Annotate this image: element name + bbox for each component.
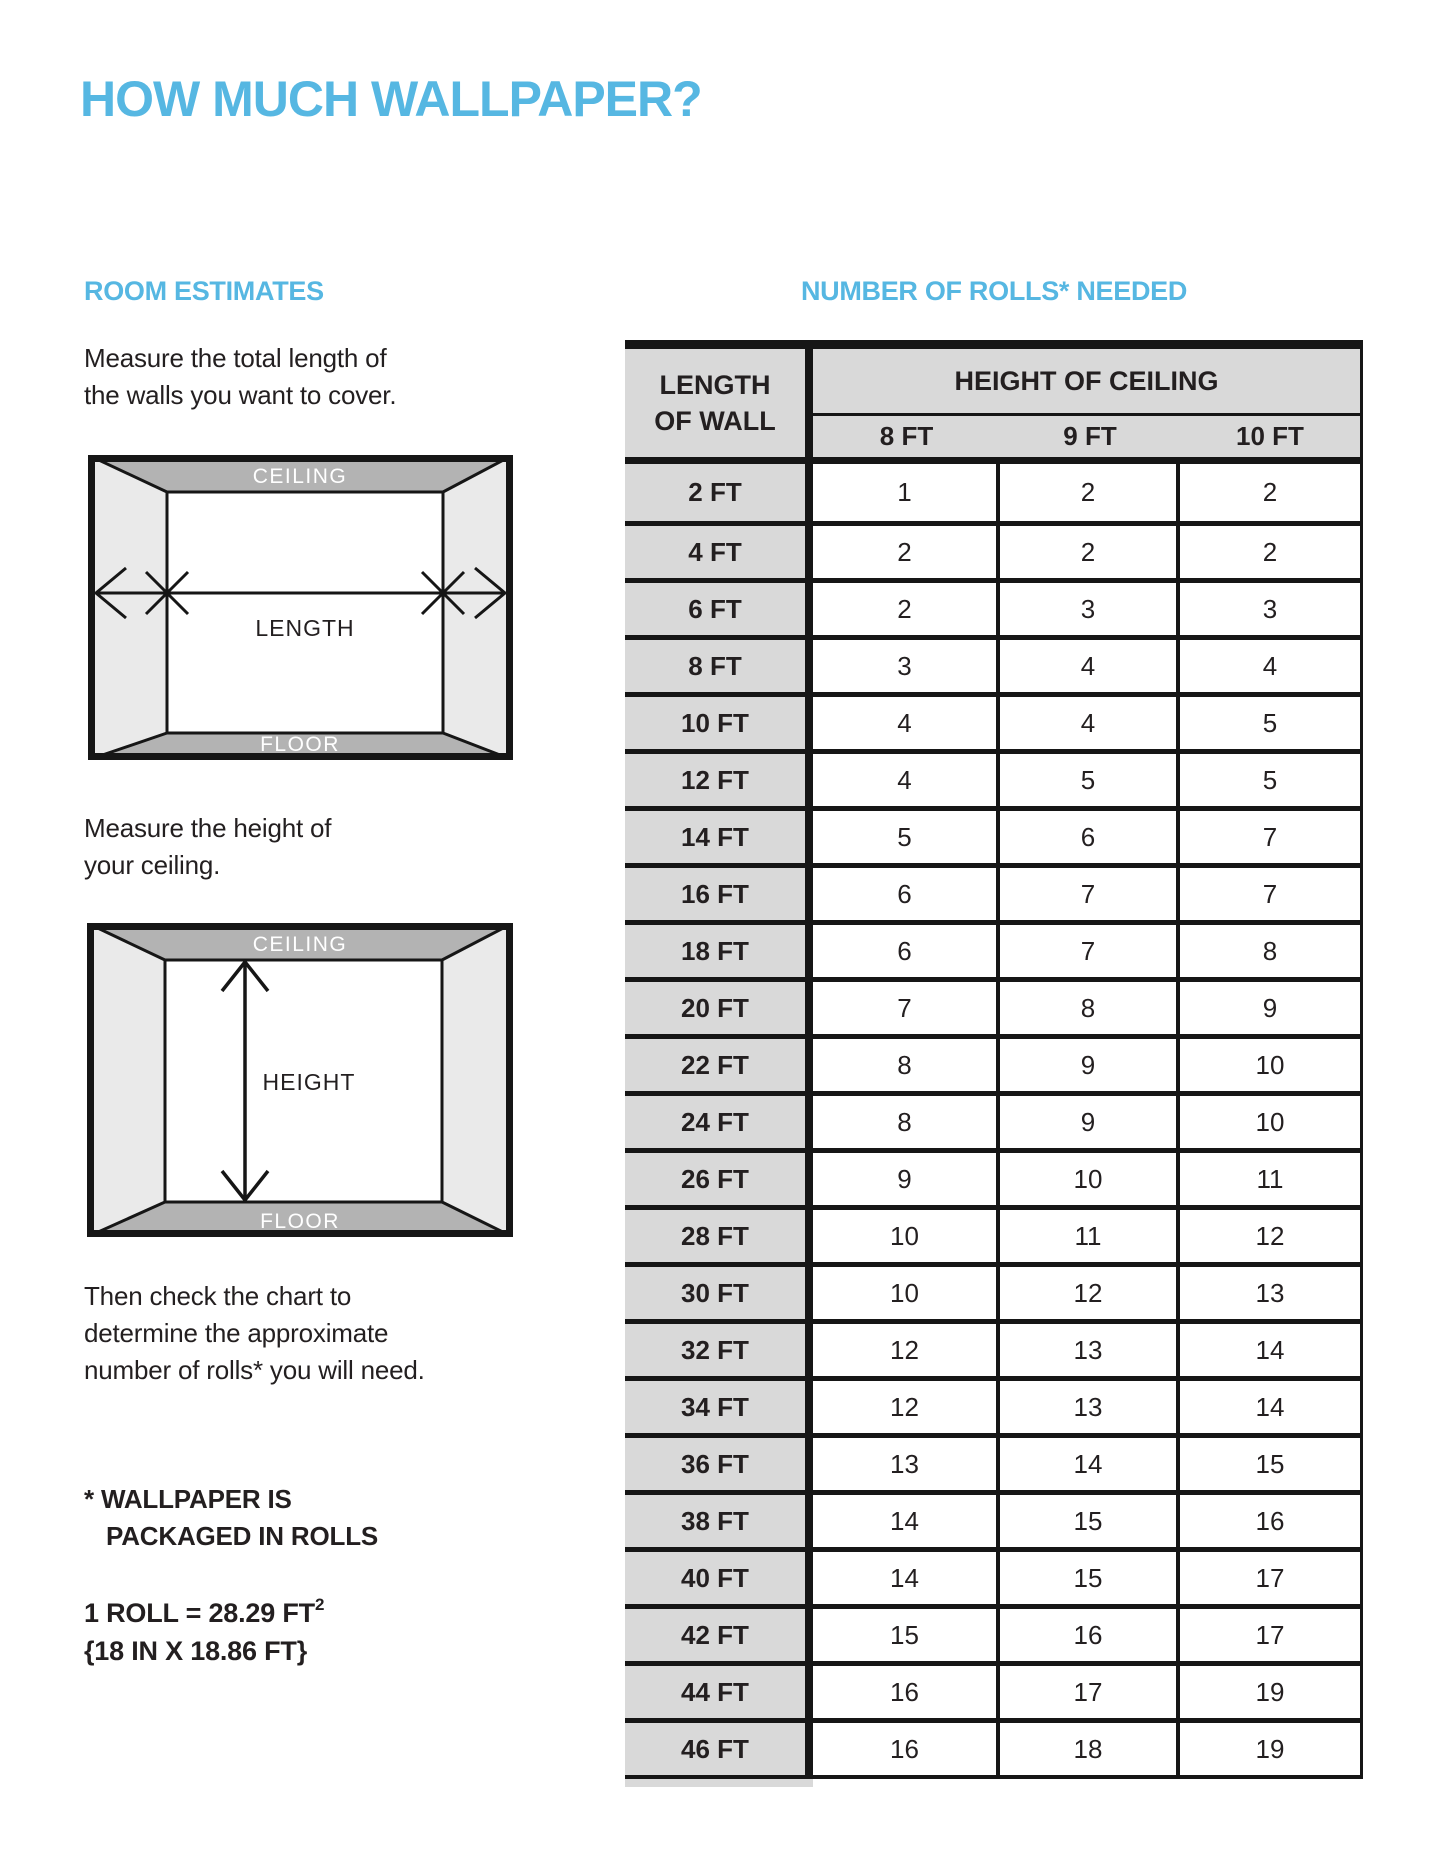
ceiling-label: CEILING [252,933,348,956]
cell-9ft: 10 [1000,1153,1180,1205]
cell-8ft: 2 [813,526,1000,578]
cell-8ft: 4 [813,697,1000,749]
cell-9ft: 12 [1000,1267,1180,1319]
floor-label: FLOOR [260,733,340,756]
rolls-footnote [84,1481,378,1555]
right-wall-plane [443,455,513,760]
row-label: 44 FT [625,1666,813,1718]
step2-line2: your ceiling. [84,850,221,880]
cell-9ft: 4 [1000,697,1180,749]
cell-10ft: 2 [1180,526,1363,578]
cell-8ft: 14 [813,1495,1000,1547]
step3-line2: determine the approximate [84,1318,389,1348]
cell-9ft: 16 [1000,1609,1180,1661]
cell-10ft: 3 [1180,583,1363,635]
step3-line1: Then check the chart to [84,1281,352,1311]
cell-10ft: 14 [1180,1324,1363,1376]
cell-9ft: 17 [1000,1666,1180,1718]
table-row [625,1205,1363,1262]
cell-8ft: 13 [813,1438,1000,1490]
step1-line2: the walls you want to cover. [84,380,397,410]
cell-8ft: 1 [813,464,1000,521]
cell-8ft: 9 [813,1153,1000,1205]
cell-9ft: 4 [1000,640,1180,692]
left-wall-plane [88,455,167,760]
table-row [625,920,1363,977]
table-row [625,1319,1363,1376]
cell-8ft: 15 [813,1609,1000,1661]
table-row [625,1262,1363,1319]
roll-dimensions-line: {18 IN X 18.86 FT} [84,1636,308,1666]
cell-8ft: 7 [813,982,1000,1034]
row-label: 34 FT [625,1381,813,1433]
cell-9ft: 18 [1000,1723,1180,1775]
row-label: 46 FT [625,1723,813,1775]
table-row [625,1604,1363,1661]
cell-8ft: 6 [813,925,1000,977]
cell-10ft: 16 [1180,1495,1363,1547]
row-label: 28 FT [625,1210,813,1262]
roll-area-superscript: 2 [314,1595,325,1614]
step1-text [84,340,396,414]
page-title: HOW MUCH WALLPAPER? [80,71,702,127]
table-row [625,1091,1363,1148]
row-label: 4 FT [625,526,813,578]
cell-8ft: 12 [813,1324,1000,1376]
row-label: 10 FT [625,697,813,749]
col-header-10ft: 10 FT [1236,421,1304,451]
room-height-illustration [87,923,513,1237]
row-label: 32 FT [625,1324,813,1376]
cell-9ft: 2 [1000,464,1180,521]
row-label: 22 FT [625,1039,813,1091]
table-row [625,749,1363,806]
cell-10ft: 10 [1180,1039,1363,1091]
row-label: 26 FT [625,1153,813,1205]
room-length-illustration [88,455,513,760]
cell-10ft: 17 [1180,1552,1363,1604]
cell-9ft: 13 [1000,1324,1180,1376]
cell-9ft: 7 [1000,925,1180,977]
cell-10ft: 7 [1180,868,1363,920]
ceiling-height-header-group [813,349,1363,457]
cell-8ft: 5 [813,811,1000,863]
cell-9ft: 9 [1000,1096,1180,1148]
cell-9ft: 14 [1000,1438,1180,1490]
cell-8ft: 6 [813,868,1000,920]
row-label: 42 FT [625,1609,813,1661]
cell-10ft: 10 [1180,1096,1363,1148]
row-label: 36 FT [625,1438,813,1490]
room-estimates-heading: ROOM ESTIMATES [84,276,324,306]
table-row [625,578,1363,635]
length-of-wall-line1: LENGTH [659,370,771,400]
table-row [625,977,1363,1034]
cell-9ft: 2 [1000,526,1180,578]
cell-9ft: 8 [1000,982,1180,1034]
cell-9ft: 3 [1000,583,1180,635]
table-row [625,1433,1363,1490]
row-label: 12 FT [625,754,813,806]
cell-10ft: 19 [1180,1666,1363,1718]
row-label: 2 FT [625,464,813,521]
table-row [625,1490,1363,1547]
table-row [625,464,1363,521]
roll-size-info [84,1588,324,1670]
row-label: 30 FT [625,1267,813,1319]
cell-9ft: 7 [1000,868,1180,920]
length-of-wall-line2: OF WALL [654,406,776,436]
cell-10ft: 11 [1180,1153,1363,1205]
cell-10ft: 5 [1180,697,1363,749]
row-label: 20 FT [625,982,813,1034]
cell-9ft: 6 [1000,811,1180,863]
row-label: 38 FT [625,1495,813,1547]
left-wall-plane [87,923,165,1237]
cell-8ft: 16 [813,1666,1000,1718]
cell-9ft: 11 [1000,1210,1180,1262]
table-header [625,349,1363,457]
cell-9ft: 13 [1000,1381,1180,1433]
cell-10ft: 9 [1180,982,1363,1034]
table-row [625,806,1363,863]
table-row [625,863,1363,920]
row-label: 6 FT [625,583,813,635]
cell-10ft: 15 [1180,1438,1363,1490]
col-group-header-height-of-ceiling: HEIGHT OF CEILING [813,349,1360,416]
cell-8ft: 3 [813,640,1000,692]
cell-8ft: 10 [813,1210,1000,1262]
col-header-9ft: 9 FT [1063,421,1117,451]
table-row [625,1376,1363,1433]
step2-line1: Measure the height of [84,813,332,843]
cell-9ft: 5 [1000,754,1180,806]
right-wall-plane [442,923,513,1237]
table-footer-stub [625,1779,813,1787]
table-row [625,1718,1363,1775]
room-height-diagram [87,923,513,1237]
step3-line3: number of rolls* you will need. [84,1355,425,1385]
roll-area-text: 1 ROLL = 28.29 FT [84,1598,315,1628]
back-wall [167,492,443,733]
cell-8ft: 8 [813,1039,1000,1091]
table-row [625,635,1363,692]
cell-9ft: 15 [1000,1495,1180,1547]
col-header-8ft: 8 FT [879,421,934,451]
step3-text [84,1278,425,1389]
roll-area-line [84,1588,324,1632]
row-label: 16 FT [625,868,813,920]
cell-10ft: 8 [1180,925,1363,977]
cell-10ft: 2 [1180,464,1363,521]
footnote-line1: * WALLPAPER IS [84,1484,292,1514]
col-header-length-of-wall [625,349,813,457]
cell-8ft: 12 [813,1381,1000,1433]
cell-10ft: 12 [1180,1210,1363,1262]
ceiling-label: CEILING [252,465,348,488]
rolls-table [625,340,1363,1787]
cell-8ft: 10 [813,1267,1000,1319]
table-body [625,457,1363,1779]
cell-9ft: 15 [1000,1552,1180,1604]
footnote-line2: PACKAGED IN ROLLS [106,1521,379,1551]
rolls-needed-heading: NUMBER OF ROLLS* NEEDED [800,276,1188,306]
table-row [625,1547,1363,1604]
cell-10ft: 5 [1180,754,1363,806]
row-label: 40 FT [625,1552,813,1604]
cell-9ft: 9 [1000,1039,1180,1091]
table-row [625,1148,1363,1205]
table-row [625,1034,1363,1091]
cell-10ft: 14 [1180,1381,1363,1433]
step2-text [84,810,331,884]
table-row [625,1661,1363,1718]
height-label: HEIGHT [262,1069,356,1095]
cell-8ft: 14 [813,1552,1000,1604]
cell-8ft: 4 [813,754,1000,806]
table-row [625,692,1363,749]
table-row [625,521,1363,578]
floor-label: FLOOR [260,1210,340,1233]
ceiling-height-subheaders [813,416,1360,457]
row-label: 14 FT [625,811,813,863]
row-label: 18 FT [625,925,813,977]
length-label: LENGTH [255,615,355,641]
row-label: 24 FT [625,1096,813,1148]
cell-10ft: 7 [1180,811,1363,863]
cell-10ft: 17 [1180,1609,1363,1661]
cell-10ft: 13 [1180,1267,1363,1319]
cell-10ft: 19 [1180,1723,1363,1775]
row-label: 8 FT [625,640,813,692]
cell-10ft: 4 [1180,640,1363,692]
cell-8ft: 8 [813,1096,1000,1148]
cell-8ft: 16 [813,1723,1000,1775]
step1-line1: Measure the total length of [84,343,387,373]
room-length-diagram [88,455,513,760]
cell-8ft: 2 [813,583,1000,635]
